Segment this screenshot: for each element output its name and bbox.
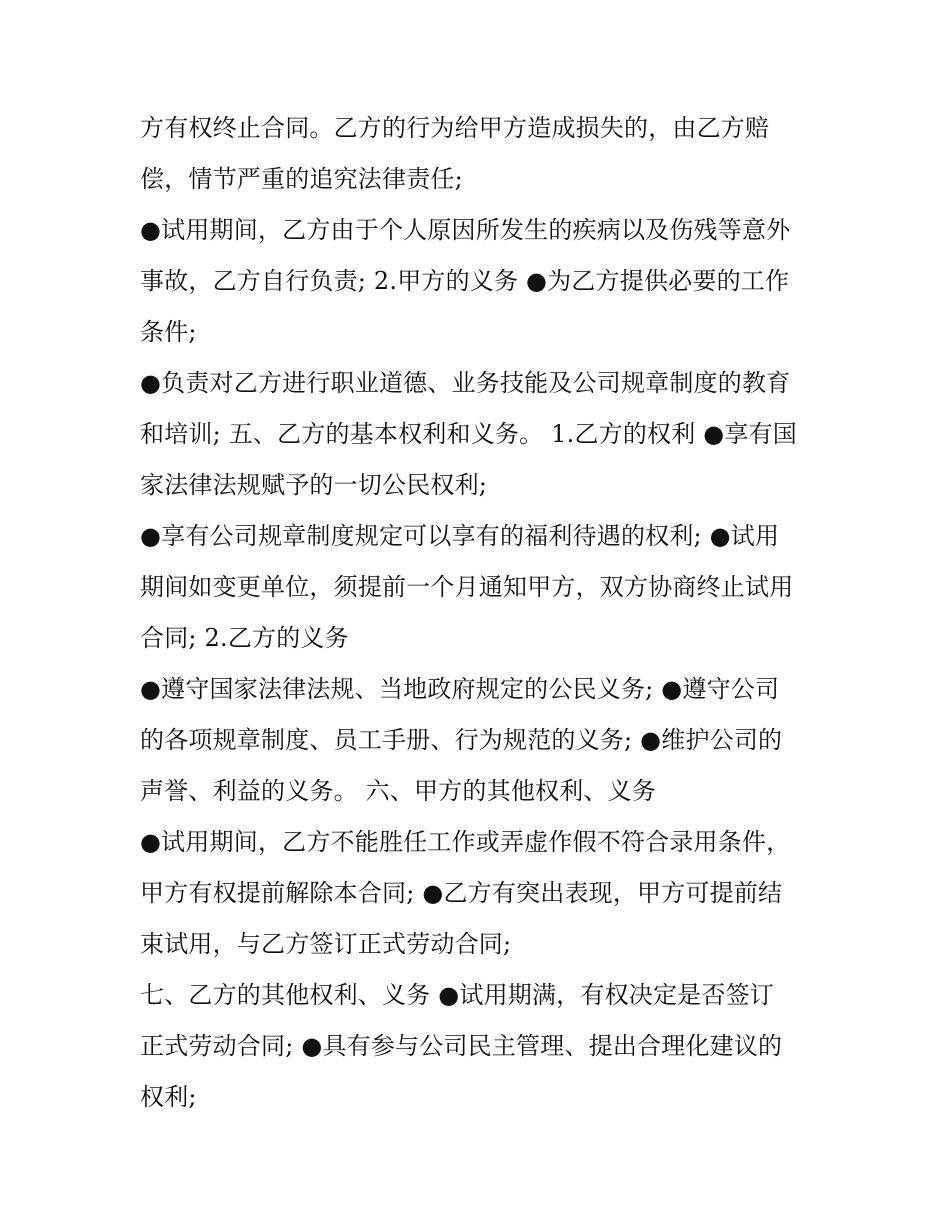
document-body bbox=[140, 103, 820, 1123]
text-line: 期间如变更单位，须提前一个月通知甲方，双方协商终止试用 bbox=[140, 573, 794, 601]
text-line: 事故，乙方自行负责; 2.甲方的义务 ●为乙方提供必要的工作 bbox=[140, 267, 790, 295]
text-line: ●遵守国家法律法规、当地政府规定的公民义务; ●遵守公司 bbox=[140, 675, 780, 703]
text-line: 七、乙方的其他权利、义务 ●试用期满，有权决定是否签订 bbox=[140, 981, 774, 1009]
text-line: ●试用期间，乙方由于个人原因所发生的疾病以及伤残等意外 bbox=[140, 216, 791, 244]
text-line: 声誉、利益的义务。 六、甲方的其他权利、义务 bbox=[140, 777, 657, 805]
text-line: 束试用，与乙方签订正式劳动合同; bbox=[140, 930, 512, 958]
text-line: 条件; bbox=[140, 318, 197, 346]
text-line: 偿，情节严重的追究法律责任; bbox=[140, 165, 463, 193]
text-line: ●负责对乙方进行职业道德、业务技能及公司规章制度的教育 bbox=[140, 369, 791, 397]
text-line: 的各项规章制度、员工手册、行为规范的义务; ●维护公司的 bbox=[140, 726, 783, 754]
text-line: ●享有公司规章制度规定可以享有的福利待遇的权利; ●试用 bbox=[140, 522, 780, 550]
text-line: 方有权终止合同。乙方的行为给甲方造成损失的，由乙方赔 bbox=[140, 114, 770, 142]
text-line: 甲方有权提前解除本合同; ●乙方有突出表现，甲方可提前结 bbox=[140, 879, 783, 907]
text-line: ●试用期间，乙方不能胜任工作或弄虚作假不符合录用条件， bbox=[140, 828, 791, 856]
text-line: 合同; 2.乙方的义务 bbox=[140, 624, 349, 652]
text-line: 和培训; 五、乙方的基本权利和义务。 1.乙方的权利 ●享有国 bbox=[140, 420, 798, 448]
text-line: 正式劳动合同; ●具有参与公司民主管理、提出合理化建议的 bbox=[140, 1032, 783, 1060]
text-line: 家法律法规赋予的一切公民权利; bbox=[140, 471, 488, 499]
text-line: 权利; bbox=[140, 1083, 197, 1111]
